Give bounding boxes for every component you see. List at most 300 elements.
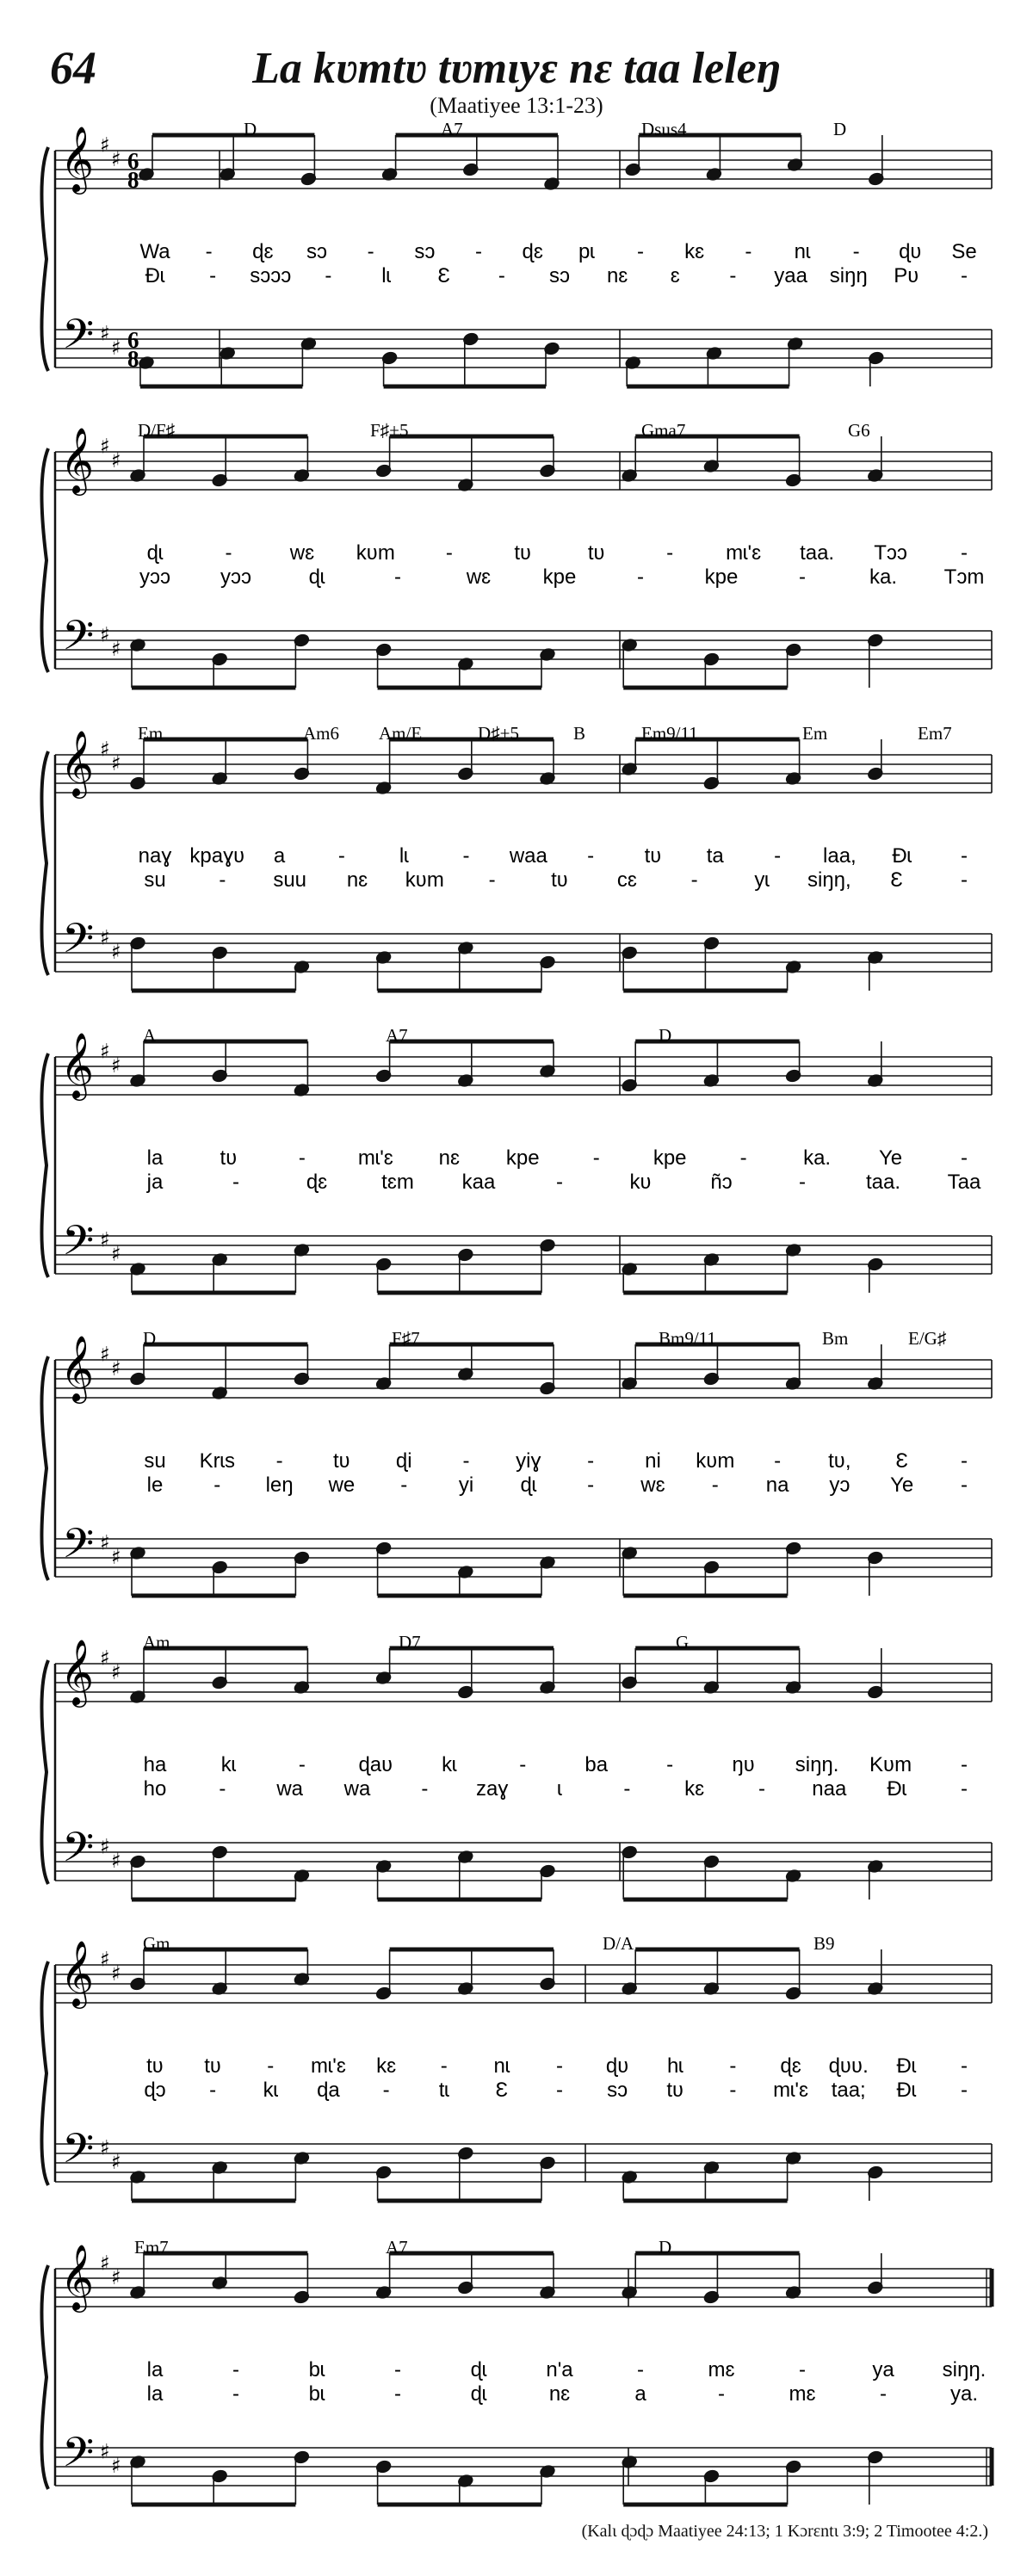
lyric-syllable: sɔ xyxy=(549,264,570,287)
lyric-syllable: tʋ xyxy=(551,868,568,892)
treble-clef: 𝄞 xyxy=(60,730,95,796)
lyric-syllable: - xyxy=(774,844,782,868)
chord-symbol: G xyxy=(676,1632,690,1652)
lyric-syllable: zaɣ xyxy=(475,1777,509,1801)
lyric-syllable: - xyxy=(666,1753,674,1776)
lyric-syllable: a xyxy=(273,844,286,868)
lyric-syllable: ho xyxy=(143,1777,167,1801)
sharp-sign: ♯ xyxy=(111,1242,121,1266)
bass-clef: 𝄢 xyxy=(62,914,95,973)
lyric-syllable: - xyxy=(690,868,698,892)
lyric-syllable: suu xyxy=(273,868,307,892)
lyric-syllable: - xyxy=(298,1146,306,1170)
lyric-syllable: kʋm xyxy=(405,868,444,892)
chord-symbol: Em xyxy=(802,723,828,744)
lyric-syllable: ɖɛ xyxy=(780,2054,801,2078)
bass-clef: 𝄢 xyxy=(62,1216,95,1275)
sharp-sign: ♯ xyxy=(100,1342,110,1367)
lyric-syllable: le xyxy=(146,1473,164,1497)
lyric-syllable: yaa xyxy=(774,264,807,287)
lyric-syllable: tʋ xyxy=(146,2054,164,2078)
lyric-syllable: - xyxy=(799,2358,806,2381)
lyric-syllable: - xyxy=(394,2358,401,2381)
lyric-syllable: a xyxy=(634,2382,646,2406)
lyric-syllable: yɔɔ xyxy=(220,565,251,589)
lyric-syllable: Ye xyxy=(878,1146,903,1170)
bass-clef: 𝄢 xyxy=(62,611,95,670)
lyric-syllable: ya xyxy=(872,2358,894,2381)
lyric-syllable: ha xyxy=(143,1753,167,1776)
chord-symbol: F♯+5 xyxy=(370,420,409,441)
lyric-syllable: kpe xyxy=(542,565,577,589)
chord-symbol: E/G♯ xyxy=(908,1328,947,1349)
lyric-syllable: la xyxy=(146,2382,164,2406)
lyric-syllable: ni xyxy=(645,1449,661,1473)
lyric-syllable: la xyxy=(146,2358,164,2381)
lyric-syllable: - xyxy=(666,541,674,565)
lyric-syllable: - xyxy=(462,844,470,868)
lyric-syllable: - xyxy=(394,2382,401,2406)
chord-symbol: B9 xyxy=(813,1933,835,1954)
chord-symbol: A xyxy=(143,1025,157,1046)
sharp-sign: ♯ xyxy=(111,940,121,964)
sharp-sign: ♯ xyxy=(100,1947,110,1972)
lyric-syllable: kpe xyxy=(505,1146,540,1170)
lyric-syllable: sɔ xyxy=(414,240,436,263)
lyric-syllable: ŋʋ xyxy=(732,1753,755,1776)
lyric-syllable: - xyxy=(587,1449,595,1473)
lyric-syllable: - xyxy=(462,1449,470,1473)
lyric-syllable: ɖʋ xyxy=(899,240,922,263)
lyric-syllable: nɛ xyxy=(438,1146,460,1170)
sharp-sign: ♯ xyxy=(111,147,121,171)
lyric-syllable: - xyxy=(718,2382,725,2406)
lyric-syllable: Pʋ xyxy=(894,264,919,287)
lyric-syllable: - xyxy=(382,2079,390,2102)
time-signature-top: 6 xyxy=(127,148,139,174)
lyric-syllable: - xyxy=(219,1777,226,1801)
lyric-syllable: ɖɩ xyxy=(520,1473,537,1497)
lyric-syllable: kɛ xyxy=(684,1777,705,1801)
chord-symbol: Gm xyxy=(143,1933,170,1954)
lyric-syllable: - xyxy=(961,1777,968,1801)
lyric-syllable: su xyxy=(144,1449,166,1473)
treble-clef: 𝄞 xyxy=(60,2244,95,2310)
lyric-syllable: waa xyxy=(509,844,547,868)
lyric-syllable: - xyxy=(298,1753,306,1776)
lyric-syllable: - xyxy=(623,1777,631,1801)
lyric-syllable: - xyxy=(556,1171,563,1194)
lyric-syllable: mɛ xyxy=(789,2382,816,2406)
lyric-syllable: - xyxy=(799,1171,806,1194)
chord-symbol: F♯7 xyxy=(392,1328,420,1349)
lyric-syllable: Se xyxy=(951,240,977,263)
chord-symbol: A7 xyxy=(441,119,463,139)
lyric-syllable: - xyxy=(729,2054,737,2078)
sharp-sign: ♯ xyxy=(111,1660,121,1684)
lyric-syllable: n'a xyxy=(546,2358,573,2381)
lyric-syllable: kɛ xyxy=(376,2054,397,2078)
sharp-sign: ♯ xyxy=(111,637,121,661)
chord-symbol: Em9/11 xyxy=(641,723,698,744)
lyric-syllable: - xyxy=(711,1473,719,1497)
lyric-syllable: - xyxy=(337,844,345,868)
lyric-syllable: - xyxy=(758,1777,765,1801)
lyric-syllable: Ɛ xyxy=(895,1449,908,1473)
lyric-syllable: we xyxy=(328,1473,356,1497)
lyric-syllable: ɩ xyxy=(557,1777,562,1801)
lyric-syllable: - xyxy=(394,565,401,589)
treble-clef: 𝄞 xyxy=(60,1032,95,1098)
lyric-syllable: - xyxy=(587,844,595,868)
lyric-syllable: sɔ xyxy=(306,240,327,263)
lyric-syllable: - xyxy=(961,1753,968,1776)
footer-references: (Kalɩ ɖɔɖɔ Maatiyee 24:13; 1 Kɔrɛntɩ 3:9; 2 Timootee 4:2.) xyxy=(581,2522,988,2541)
lyric-syllable: siŋŋ xyxy=(829,264,868,287)
lyric-syllable: - xyxy=(421,1777,429,1801)
lyric-syllable: - xyxy=(232,2382,239,2406)
lyric-syllable: - xyxy=(225,541,232,565)
lyric-syllable: ya. xyxy=(949,2382,979,2406)
lyric-syllable: - xyxy=(637,240,644,263)
sharp-sign: ♯ xyxy=(111,2454,121,2478)
lyric-syllable: ɖa xyxy=(317,2079,340,2102)
lyric-syllable: na xyxy=(765,1473,789,1497)
lyric-syllable: Ɛ xyxy=(437,264,450,287)
system-brace xyxy=(41,448,48,672)
time-signature-bottom: 8 xyxy=(127,167,139,193)
lyric-syllable: kɛ xyxy=(684,240,705,263)
sharp-sign: ♯ xyxy=(111,1545,121,1569)
sharp-sign: ♯ xyxy=(100,1227,110,1252)
chord-symbol: A7 xyxy=(386,2237,408,2258)
chord-symbol: D xyxy=(659,2237,672,2258)
lyric-syllable: tʋ xyxy=(333,1449,350,1473)
lyric-syllable: Taa xyxy=(947,1171,981,1194)
sharp-sign: ♯ xyxy=(111,1053,121,1078)
chord-symbol: D xyxy=(659,1025,672,1046)
chord-symbol: Bm9/11 xyxy=(659,1328,716,1349)
sharp-sign: ♯ xyxy=(100,737,110,762)
sharp-sign: ♯ xyxy=(100,1646,110,1671)
treble-clef: 𝄞 xyxy=(60,1335,95,1401)
sharp-sign: ♯ xyxy=(100,622,110,647)
chord-symbol: D xyxy=(244,119,257,139)
lyric-syllable: tʋ xyxy=(514,541,532,565)
chord-symbol: D xyxy=(833,119,847,139)
lyric-syllable: - xyxy=(592,1146,600,1170)
sharp-sign: ♯ xyxy=(100,1834,110,1859)
lyric-syllable: su xyxy=(144,868,166,892)
chord-symbol: D/A xyxy=(603,1933,634,1954)
time-signature-top: 6 xyxy=(127,327,139,353)
lyric-syllable: - xyxy=(961,1473,968,1497)
lyric-syllable: ɖaʋ xyxy=(358,1753,393,1776)
lyric-syllable: - xyxy=(961,2054,968,2078)
chord-symbol: Em xyxy=(138,723,164,744)
lyric-syllable: ɖʋ xyxy=(605,2054,629,2078)
system-brace xyxy=(41,1356,48,1580)
lyric-syllable: - xyxy=(400,1473,408,1497)
lyric-syllable: yɔɔ xyxy=(139,565,170,589)
lyric-syllable: sɔɔɔ xyxy=(250,264,292,287)
lyric-syllable: - xyxy=(232,2358,239,2381)
lyric-syllable: yɔ xyxy=(829,1473,851,1497)
lyric-syllable: nɩ xyxy=(493,2054,510,2078)
bass-clef: 𝄢 xyxy=(62,2124,95,2183)
lyric-syllable: wa xyxy=(276,1777,304,1801)
lyric-syllable: nɩ xyxy=(794,240,811,263)
lyric-syllable: kpaɣʋ xyxy=(189,844,245,868)
chord-symbol: Em7 xyxy=(134,2237,169,2258)
lyric-syllable: Tɔɔ xyxy=(874,541,907,565)
lyric-syllable: nɛ xyxy=(548,2382,571,2406)
lyric-syllable: Tɔm xyxy=(943,565,985,589)
lyric-syllable: - xyxy=(880,2382,887,2406)
lyric-syllable: wɛ xyxy=(466,565,492,589)
lyric-syllable: siŋŋ. xyxy=(942,2358,987,2381)
treble-clef: 𝄞 xyxy=(60,427,95,493)
sharp-sign: ♯ xyxy=(111,1356,121,1381)
lyric-syllable: ka. xyxy=(869,565,898,589)
lyric-syllable: ɛ xyxy=(670,264,680,287)
lyric-syllable: - xyxy=(232,1171,239,1194)
lyric-syllable: - xyxy=(961,868,968,892)
song-title: La kʋmtʋ tʋmɩyɛ nɛ taa leleŋ xyxy=(252,44,781,93)
lyric-syllable: ta xyxy=(706,844,724,868)
lyric-syllable: Ɛ xyxy=(890,868,903,892)
lyric-syllable: taa. xyxy=(865,1171,901,1194)
system-brace xyxy=(41,1053,48,1277)
lyric-syllable: - xyxy=(475,240,482,263)
lyric-syllable: Krɩs xyxy=(199,1449,235,1473)
lyric-syllable: ɖɛ xyxy=(522,240,543,263)
lyric-syllable: - xyxy=(961,1146,968,1170)
lyric-syllable: mɩ'ɛ xyxy=(773,2079,809,2102)
lyric-syllable: wɛ xyxy=(289,541,315,565)
sharp-sign: ♯ xyxy=(100,321,110,346)
sharp-sign: ♯ xyxy=(100,2439,110,2464)
lyric-syllable: kʋm xyxy=(356,541,395,565)
lyric-syllable: bɩ xyxy=(308,2382,325,2406)
lyric-syllable: cɛ xyxy=(616,868,637,892)
chord-symbol: Gma7 xyxy=(641,420,686,441)
sharp-sign: ♯ xyxy=(111,336,121,360)
lyric-syllable: - xyxy=(519,1753,527,1776)
lyric-syllable: - xyxy=(325,264,332,287)
lyric-syllable: tɛm xyxy=(381,1171,414,1194)
lyric-syllable: nɛ xyxy=(346,868,368,892)
lyric-syllable: ɖi xyxy=(395,1449,412,1473)
lyric-syllable: - xyxy=(799,565,806,589)
lyric-syllable: lɩ xyxy=(381,264,391,287)
lyric-syllable: kpe xyxy=(653,1146,687,1170)
lyric-syllable: Ɖɩ xyxy=(892,844,912,868)
lyric-syllable: - xyxy=(729,264,737,287)
treble-clef: 𝄞 xyxy=(60,1639,95,1705)
treble-clef: 𝄞 xyxy=(60,126,95,192)
chord-symbol: G6 xyxy=(848,420,870,441)
sharp-sign: ♯ xyxy=(111,2265,121,2289)
lyric-syllable: nɛ xyxy=(606,264,628,287)
lyric-syllable: ɖʋʋ. xyxy=(828,2054,869,2078)
lyric-syllable: - xyxy=(440,2054,448,2078)
lyric-syllable: - xyxy=(961,1449,968,1473)
lyric-syllable: mɛ xyxy=(708,2358,735,2381)
lyric-syllable: lɩ xyxy=(399,844,409,868)
lyric-syllable: - xyxy=(209,264,217,287)
lyric-syllable: mɩ'ɛ xyxy=(726,541,762,565)
lyric-syllable: - xyxy=(556,2054,563,2078)
sharp-sign: ♯ xyxy=(100,2135,110,2160)
lyric-syllable: - xyxy=(556,2079,563,2102)
sharp-sign: ♯ xyxy=(100,925,110,950)
bass-clef: 𝄢 xyxy=(62,2428,95,2486)
lyric-syllable: ɖɩ xyxy=(146,541,164,565)
lyric-syllable: - xyxy=(275,1449,283,1473)
lyric-syllable: - xyxy=(209,2079,217,2102)
song-number: 64 xyxy=(50,42,96,94)
lyric-syllable: bɩ xyxy=(308,2358,325,2381)
lyric-syllable: mɩ'ɛ xyxy=(310,2054,346,2078)
chord-symbol: Am6 xyxy=(303,723,339,744)
lyric-syllable: taa. xyxy=(800,541,835,565)
lyric-syllable: - xyxy=(488,868,496,892)
lyric-syllable: ɖɩ xyxy=(470,2382,487,2406)
lyric-syllable: kʋm xyxy=(696,1449,735,1473)
bass-clef: 𝄢 xyxy=(62,1823,95,1881)
sharp-sign: ♯ xyxy=(100,1530,110,1555)
system-brace xyxy=(41,2265,48,2489)
lyric-syllable: - xyxy=(205,240,213,263)
lyric-syllable: Ye xyxy=(890,1473,914,1497)
lyric-syllable: laa, xyxy=(823,844,857,868)
lyric-syllable: sɔ xyxy=(607,2079,628,2102)
sharp-sign: ♯ xyxy=(111,2150,121,2174)
lyric-syllable: Ɖɩ xyxy=(896,2054,917,2078)
lyric-syllable: - xyxy=(852,240,860,263)
sharp-sign: ♯ xyxy=(111,1849,121,1873)
chord-symbol: Dsus4 xyxy=(641,119,687,139)
lyric-syllable: Ɖɩ xyxy=(896,2079,917,2102)
lyric-syllable: - xyxy=(637,2358,644,2381)
system-brace xyxy=(41,751,48,975)
lyric-syllable: - xyxy=(961,2079,968,2102)
scripture-reference: (Maatiyee 13:1-23) xyxy=(430,93,603,118)
lyric-syllable: siŋŋ. xyxy=(795,1753,839,1776)
lyric-syllable: wa xyxy=(343,1777,371,1801)
system-brace xyxy=(41,1961,48,2185)
lyric-syllable: leŋ xyxy=(265,1473,294,1497)
lyric-syllable: kaa xyxy=(461,1171,496,1194)
lyric-syllable: - xyxy=(213,1473,221,1497)
chord-symbol: A7 xyxy=(386,1025,408,1046)
lyric-syllable: ɖɩ xyxy=(308,565,325,589)
lyric-syllable: naa xyxy=(812,1777,847,1801)
sharp-sign: ♯ xyxy=(100,1039,110,1064)
lyric-syllable: tʋ xyxy=(644,844,662,868)
lyric-syllable: yiɣ xyxy=(516,1449,541,1473)
lyric-syllable: ɖɛ xyxy=(306,1171,328,1194)
lyric-syllable: Ɖɩ xyxy=(887,1777,907,1801)
lyric-syllable: - xyxy=(637,565,644,589)
lyric-syllable: - xyxy=(961,844,968,868)
lyric-syllable: - xyxy=(587,1473,595,1497)
system-brace xyxy=(41,1660,48,1884)
lyric-syllable: la xyxy=(146,1146,164,1170)
chord-symbol: Am/E xyxy=(379,723,423,744)
lyric-syllable: tʋ xyxy=(204,2054,222,2078)
lyric-syllable: Ɖɩ xyxy=(145,264,165,287)
lyric-syllable: Ɛ xyxy=(495,2079,509,2102)
lyric-syllable: - xyxy=(961,264,968,287)
lyric-syllable: - xyxy=(445,541,453,565)
bass-clef: 𝄢 xyxy=(62,310,95,368)
lyric-syllable: - xyxy=(367,240,374,263)
lyric-syllable: tʋ xyxy=(666,2079,684,2102)
chord-symbol: Bm xyxy=(822,1328,849,1349)
system-brace xyxy=(41,147,48,371)
chord-symbol: D♯+5 xyxy=(478,723,520,744)
lyric-syllable: tɩ xyxy=(438,2079,449,2102)
sharp-sign: ♯ xyxy=(111,448,121,473)
lyric-syllable: naɣ xyxy=(138,844,172,868)
lyric-syllable: ɖɩ xyxy=(470,2358,487,2381)
lyric-syllable: pɩ xyxy=(578,240,595,263)
lyric-syllable: - xyxy=(498,264,505,287)
lyric-syllable: ja xyxy=(146,1171,164,1194)
lyric-syllable: - xyxy=(739,1146,747,1170)
lyric-syllable: tʋ, xyxy=(828,1449,851,1473)
lyric-syllable: - xyxy=(745,240,752,263)
lyric-syllable: ɖɛ xyxy=(252,240,274,263)
lyric-syllable: tʋ xyxy=(220,1146,238,1170)
lyric-syllable: yɩ xyxy=(754,868,770,892)
time-signature-bottom: 8 xyxy=(127,346,139,372)
lyric-syllable: wɛ xyxy=(640,1473,665,1497)
chord-symbol: Am xyxy=(143,1632,170,1652)
chord-symbol: D7 xyxy=(399,1632,421,1652)
lyric-syllable: Wa xyxy=(139,240,170,263)
lyric-syllable: kɩ xyxy=(220,1753,237,1776)
lyric-syllable: - xyxy=(961,541,968,565)
treble-clef: 𝄞 xyxy=(60,1940,95,2006)
lyric-syllable: taa; xyxy=(831,2079,866,2102)
lyric-syllable: ɖɔ xyxy=(144,2079,166,2102)
sharp-sign: ♯ xyxy=(100,133,110,158)
chord-symbol: D xyxy=(143,1328,157,1349)
lyric-syllable: siŋŋ, xyxy=(807,868,851,892)
lyric-syllable: kɩ xyxy=(263,2079,278,2102)
lyric-syllable: yi xyxy=(458,1473,474,1497)
lyric-syllable: hɩ xyxy=(666,2054,684,2078)
sharp-sign: ♯ xyxy=(111,1961,121,1986)
lyric-syllable: - xyxy=(267,2054,275,2078)
chord-symbol: Em7 xyxy=(918,723,952,744)
sharp-sign: ♯ xyxy=(100,2251,110,2276)
chord-symbol: D/F♯ xyxy=(138,420,176,441)
lyric-syllable: ba xyxy=(585,1753,609,1776)
bass-clef: 𝄢 xyxy=(62,1519,95,1578)
chord-symbol: B xyxy=(573,723,586,744)
lyric-syllable: tʋ xyxy=(587,541,605,565)
lyric-syllable: kʋ xyxy=(629,1171,652,1194)
lyric-syllable: - xyxy=(219,868,226,892)
lyric-syllable: ka. xyxy=(803,1146,832,1170)
lyric-syllable: Kʋm xyxy=(869,1753,912,1776)
lyric-syllable: - xyxy=(729,2079,737,2102)
sharp-sign: ♯ xyxy=(111,751,121,775)
